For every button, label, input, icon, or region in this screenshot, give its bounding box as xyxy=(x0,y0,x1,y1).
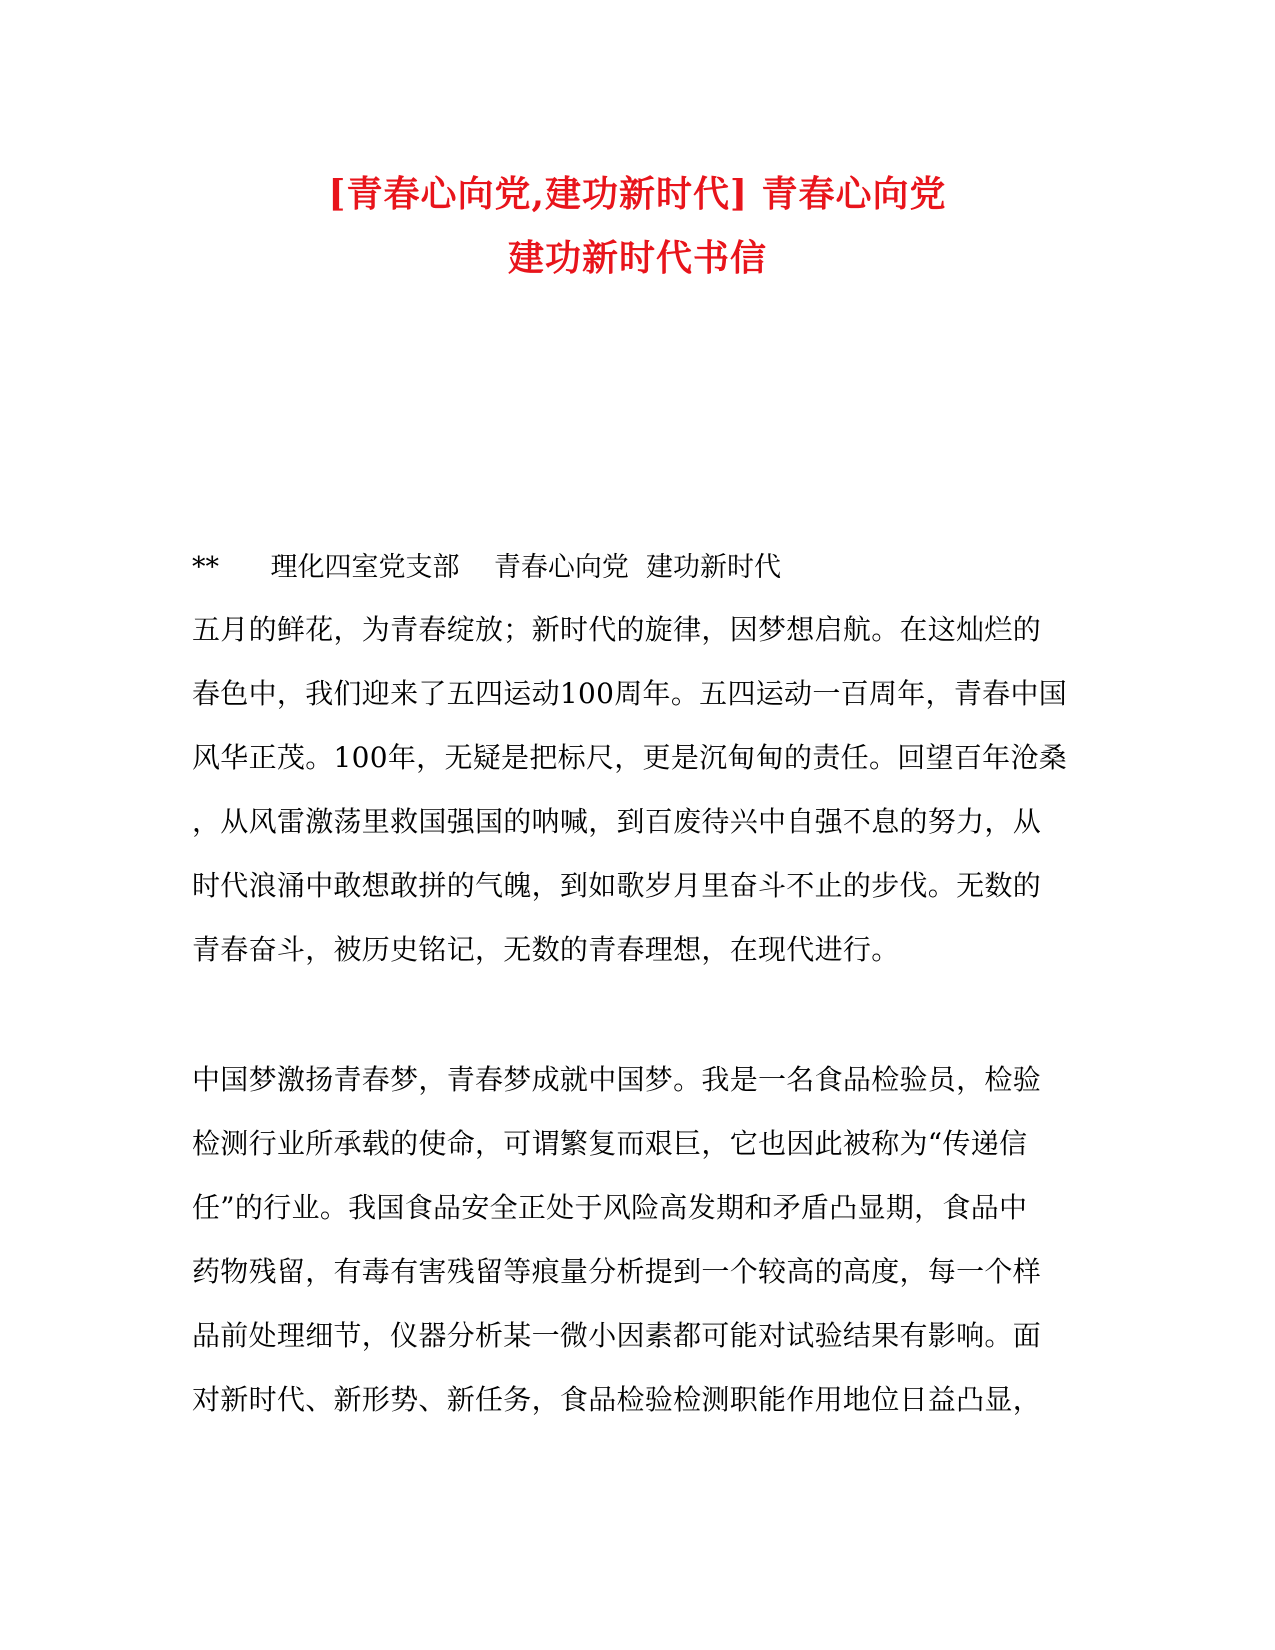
paragraph-line: 品前处理细节，仪器分析某一微小因素都可能对试验结果有影响。面 xyxy=(192,1319,1042,1352)
paragraph-line: 青春奋斗，被历史铭记，无数的青春理想，在现代进行。 xyxy=(192,933,900,966)
paragraph-line: 五月的鲜花，为青春绽放；新时代的旋律，因梦想启航。在这灿烂的 xyxy=(192,613,1042,646)
paragraph-1 xyxy=(192,612,1092,996)
document-title-line-2: 建功新时代书信 xyxy=(507,237,767,279)
paragraph-line: 药物残留，有毒有害残留等痕量分析提到一个较高的高度，每一个样 xyxy=(192,1255,1042,1288)
paragraph-2 xyxy=(192,1062,1092,1446)
paragraph-line: 检测行业所承载的使命，可谓繁复而艰巨，它也因此被称为“传递信 xyxy=(192,1127,1028,1160)
paragraph-line: 风华正茂。100年，无疑是把标尺，更是沉甸甸的责任。回望百年沧桑 xyxy=(192,741,1068,774)
document-title-line-1: [青春心向党,建功新时代] 青春心向党 xyxy=(328,173,947,215)
paragraph-line: 对新时代、新形势、新任务，食品检验检测职能作用地位日益凸显， xyxy=(192,1383,1042,1416)
author-byline: ** 理化四室党支部 青春心向党 建功新时代 xyxy=(192,552,781,583)
paragraph-line: 春色中，我们迎来了五四运动100周年。五四运动一百周年，青春中国 xyxy=(192,677,1068,710)
paragraph-line: 时代浪涌中敢想敢拼的气魄，到如歌岁月里奋斗不止的步伐。无数的 xyxy=(192,869,1042,902)
paragraph-line: 任”的行业。我国食品安全正处于风险高发期和矛盾凸显期，食品中 xyxy=(192,1191,1028,1224)
paragraph-line: 中国梦激扬青春梦，青春梦成就中国梦。我是一名食品检验员，检验 xyxy=(192,1063,1042,1096)
paragraph-line: ，从风雷激荡里救国强国的呐喊，到百废待兴中自强不息的努力，从 xyxy=(192,805,1042,838)
